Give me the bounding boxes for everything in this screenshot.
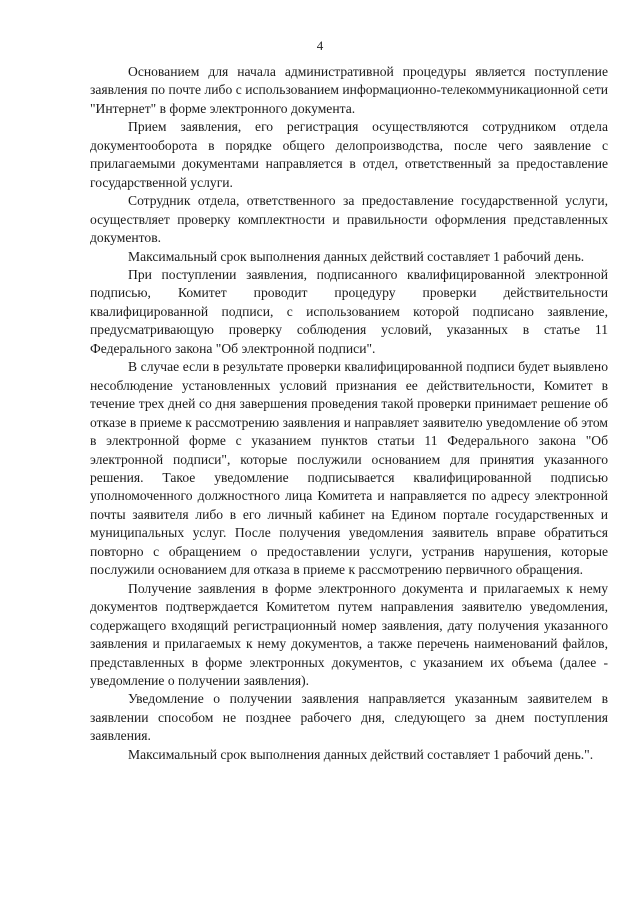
paragraph-signature-check: При поступлении заявления, подписанного квалифицированной электронной подписью, Комитет проводит процедуру проверки действительности квалифицированной подписи, с использованием которой подписано заявление, предусматривающую проверку соблюдения условий, указанных в статье 11 Федерального закона "Об электронной подписи".	[90, 266, 608, 356]
paragraph-signature-invalid: В случае если в результате проверки квалифицированной подписи будет выявлено несоблюдение установленных условий признания ее действительности, Комитет в течение трех дней со дня завершения проведения такой проверки принимает решение об отказе в приеме к рассмотрению заявления и направляет заявителю уведомление об этом в электронной форме с указанием пунктов статьи 11 Федерального закона "Об электронной подписи", которые послужили основанием для принятия указанного решения. Такое уведомление подписывается квалифицированной подписью уполномоченного должностного лица Комитета и направляется по адресу электронной почты заявителя либо в его личный кабинет на Едином портале государственных и муниципальных услуг. После получения уведомления заявитель вправе обратиться повторно с обращением о предоставлении услуги, устранив нарушения, которые послужили основанием для отказа в приеме к рассмотрению первичного обращения.	[90, 359, 608, 578]
paragraph-deadline-2: Максимальный срок выполнения данных действий составляет 1 рабочий день.".	[128, 746, 594, 762]
paragraph-deadline-1: Максимальный срок выполнения данных действий составляет 1 рабочий день.	[128, 248, 585, 264]
paragraph-notification-delivery: Уведомление о получении заявления направляется указанным заявителем в заявлении способом не позднее рабочего дня, следующего за днем поступления заявления.	[90, 691, 608, 744]
paragraph-completeness-check: Сотрудник отдела, ответственного за предоставление государственной услуги, осуществляет проверку комплектности и правильности оформления представленных документов.	[90, 193, 608, 246]
paragraph-basis: Основанием для начала административной процедуры является поступление заявления по почте либо с использованием информационно-телекоммуникационной сети "Интернет" в форме электронного документа.	[90, 64, 608, 116]
paragraph-registration: Прием заявления, его регистрация осуществляются сотрудником отдела документооборота в порядке общего делопроизводства, после чего заявление с прилагаемыми документами направляется в отдел, ответственный за предоставление государственной услуги.	[90, 119, 608, 190]
document-body	[90, 63, 608, 764]
paragraph-receipt-confirmation: Получение заявления в форме электронного документа и прилагаемых к нему документов подтверждается Комитетом путем направления заявителю уведомления, содержащего входящий регистрационный номер заявления, дату получения указанного заявления и прилагаемых к нему документов, а также перечень наименований файлов, представленных в форме электронных документов, с указанием их объема (далее - уведомление о получении заявления).	[90, 580, 608, 688]
page-number: 4	[316, 38, 324, 53]
